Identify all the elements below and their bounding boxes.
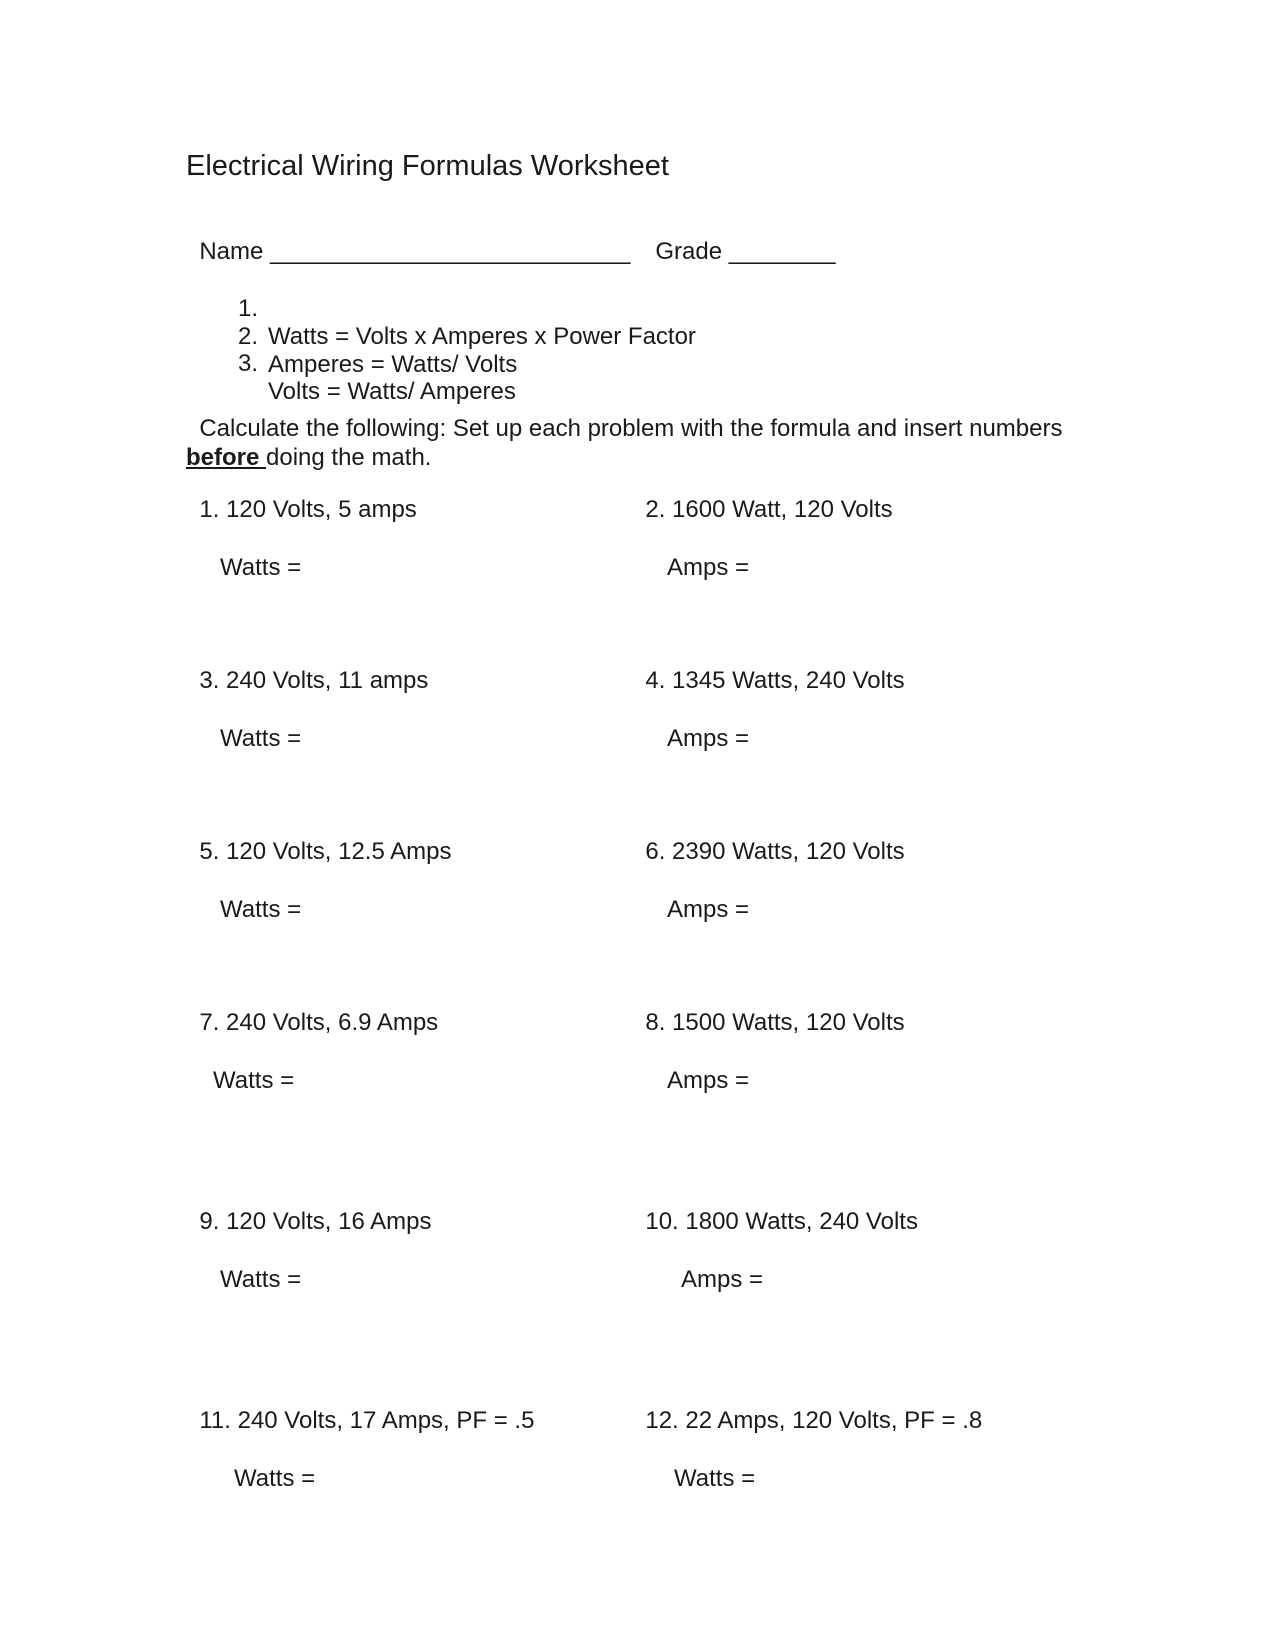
problem-answer[interactable]: Watts =: [213, 1067, 295, 1094]
problem-item: [186, 637, 428, 782]
grade-field[interactable]: [642, 210, 836, 266]
problem-answer[interactable]: Amps =: [667, 725, 750, 752]
problem-label: 1. 120 Volts, 5 amps: [199, 496, 417, 523]
problem-answer[interactable]: Amps =: [667, 554, 750, 581]
problem-label: 7. 240 Volts, 6.9 Amps: [199, 1009, 439, 1036]
problem-item: [632, 808, 905, 953]
problem-item: [186, 466, 417, 611]
problem-label: 2. 1600 Watt, 120 Volts: [645, 496, 893, 523]
problem-answer[interactable]: Amps =: [667, 896, 750, 923]
problem-item: [632, 1178, 918, 1323]
problem-item: [186, 979, 438, 1124]
formula-number: 2.: [237, 323, 258, 350]
problem-label: 10. 1800 Watts, 240 Volts: [645, 1208, 918, 1235]
problem-item: [186, 808, 452, 953]
problem-label: 4. 1345 Watts, 240 Volts: [645, 667, 905, 694]
instructions-line-2: doing the math.: [266, 444, 432, 471]
formula-text: Amperes = Watts/ Volts: [268, 351, 518, 378]
name-blank: ___________________________: [270, 238, 631, 265]
problem-item: [632, 466, 893, 611]
grade-label: Grade: [655, 238, 723, 265]
formula-number: 3.: [237, 350, 258, 377]
problem-answer[interactable]: Watts =: [220, 1266, 302, 1293]
problem-answer[interactable]: Amps =: [681, 1266, 764, 1293]
formula-number: 1.: [237, 295, 258, 322]
page-title: Electrical Wiring Formulas Worksheet: [186, 150, 669, 182]
problem-item: [632, 637, 905, 782]
problem-answer[interactable]: Watts =: [674, 1465, 756, 1492]
problem-item: [632, 1377, 982, 1522]
problem-answer[interactable]: Amps =: [667, 1067, 750, 1094]
problem-label: 9. 120 Volts, 16 Amps: [199, 1208, 432, 1235]
problem-answer[interactable]: Watts =: [220, 725, 302, 752]
problem-item: [186, 1377, 534, 1522]
formula-text: Watts = Volts x Amperes x Power Factor: [268, 323, 696, 350]
problem-label: 6. 2390 Watts, 120 Volts: [645, 838, 905, 865]
problem-answer[interactable]: Watts =: [234, 1465, 316, 1492]
name-label: Name: [199, 238, 264, 265]
problem-answer[interactable]: Watts =: [220, 554, 302, 581]
problem-label: 5. 120 Volts, 12.5 Amps: [199, 838, 452, 865]
problem-label: 11. 240 Volts, 17 Amps, PF = .5: [199, 1407, 535, 1434]
problem-label: 8. 1500 Watts, 120 Volts: [645, 1009, 905, 1036]
instructions: [186, 385, 1062, 472]
problem-item: [632, 979, 905, 1124]
problem-item: [186, 1178, 432, 1323]
problem-answer[interactable]: Watts =: [220, 896, 302, 923]
formula-text: Volts = Watts/ Amperes: [268, 378, 516, 405]
instructions-emphasis: before: [186, 444, 267, 471]
grade-blank: ________: [728, 238, 836, 265]
instructions-line-1: Calculate the following: Set up each problem with the formula and insert numbers: [199, 415, 1063, 442]
name-field[interactable]: [186, 210, 630, 266]
problem-label: 12. 22 Amps, 120 Volts, PF = .8: [645, 1407, 983, 1434]
problem-label: 3. 240 Volts, 11 amps: [199, 667, 429, 694]
